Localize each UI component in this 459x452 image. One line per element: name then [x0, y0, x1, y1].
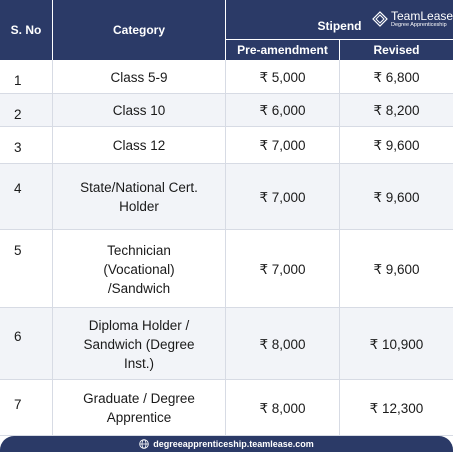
- category-line: /Sandwich: [107, 280, 171, 296]
- row-pre-amendment: ₹ 7,000: [259, 261, 306, 277]
- row-revised: ₹ 8,200: [373, 103, 420, 118]
- row-category: [53, 230, 225, 308]
- row-sno: 3: [14, 139, 22, 155]
- row-sno: 6: [14, 328, 22, 344]
- header-divider: [225, 39, 453, 40]
- teamlease-logo: [372, 6, 459, 31]
- header-divider: [52, 0, 53, 60]
- row-pre-amendment: ₹ 8,000: [259, 336, 306, 352]
- header-sno: S. No: [10, 23, 42, 37]
- row-sno: 7: [14, 396, 22, 412]
- table-row: [0, 94, 453, 127]
- category-line: Apprentice: [106, 410, 172, 425]
- header-category: Category: [112, 23, 165, 37]
- category-line: State/National Cert.: [80, 180, 198, 195]
- row-revised: ₹ 9,600: [373, 189, 420, 205]
- category-line: Class 12: [112, 138, 166, 153]
- column-divider: [225, 60, 226, 436]
- diamond-logo-icon: [372, 11, 388, 27]
- row-pre-amendment: ₹ 7,000: [259, 189, 306, 205]
- category-line: Class 5-9: [110, 69, 168, 85]
- footer-url[interactable]: degreeapprenticeship.teamlease.com: [153, 439, 314, 449]
- category-line: Technician: [107, 242, 171, 258]
- registered-mark: ®: [454, 6, 459, 13]
- row-category: [53, 164, 225, 230]
- row-pre-amendment: ₹ 5,000: [259, 69, 306, 85]
- category-line: Inst.): [123, 355, 154, 371]
- row-pre-amendment: ₹ 6,000: [259, 103, 306, 118]
- header-stipend: Stipend: [317, 19, 362, 33]
- category-line: Holder: [119, 199, 159, 214]
- row-pre-amendment: ₹ 8,000: [259, 400, 306, 416]
- header-pre-amendment: Pre-amendment: [237, 43, 328, 57]
- column-divider: [52, 60, 53, 436]
- logo-subtitle: Degree Apprenticeship: [391, 21, 447, 28]
- row-category: [53, 380, 225, 436]
- category-line: Sandwich (Degree: [83, 336, 195, 352]
- row-category: [53, 127, 225, 164]
- row-pre-amendment: ₹ 7,000: [259, 138, 306, 153]
- row-revised: ₹ 10,900: [369, 336, 424, 352]
- category-line: Graduate / Degree: [83, 391, 195, 406]
- table-row: [0, 127, 453, 164]
- table-row: [0, 60, 453, 94]
- category-line: Diploma Holder /: [88, 317, 190, 333]
- header-revised: Revised: [373, 43, 420, 57]
- row-revised: ₹ 9,600: [373, 261, 420, 277]
- category-line: (Vocational): [103, 261, 175, 277]
- table-row: [0, 380, 453, 436]
- row-sno: 5: [14, 242, 22, 258]
- table-row: [0, 164, 453, 230]
- category-line: Class 10: [112, 103, 166, 118]
- table-row: [0, 308, 453, 380]
- header-divider: [225, 0, 226, 60]
- table-row: [0, 230, 453, 308]
- table-header: [0, 0, 459, 60]
- row-category: [53, 308, 225, 380]
- globe-icon: [139, 439, 149, 449]
- row-sno: 4: [14, 180, 22, 196]
- logo-name: TeamLease: [391, 8, 454, 23]
- header-divider: [339, 40, 340, 60]
- row-revised: ₹ 12,300: [369, 400, 424, 416]
- row-sno: 2: [14, 106, 22, 122]
- row-sno: 1: [14, 72, 22, 88]
- row-category: [53, 60, 225, 94]
- footer-bar: [0, 436, 453, 452]
- row-revised: ₹ 6,800: [373, 69, 420, 85]
- row-category: [53, 94, 225, 127]
- row-revised: ₹ 9,600: [373, 138, 420, 153]
- column-divider: [339, 60, 340, 436]
